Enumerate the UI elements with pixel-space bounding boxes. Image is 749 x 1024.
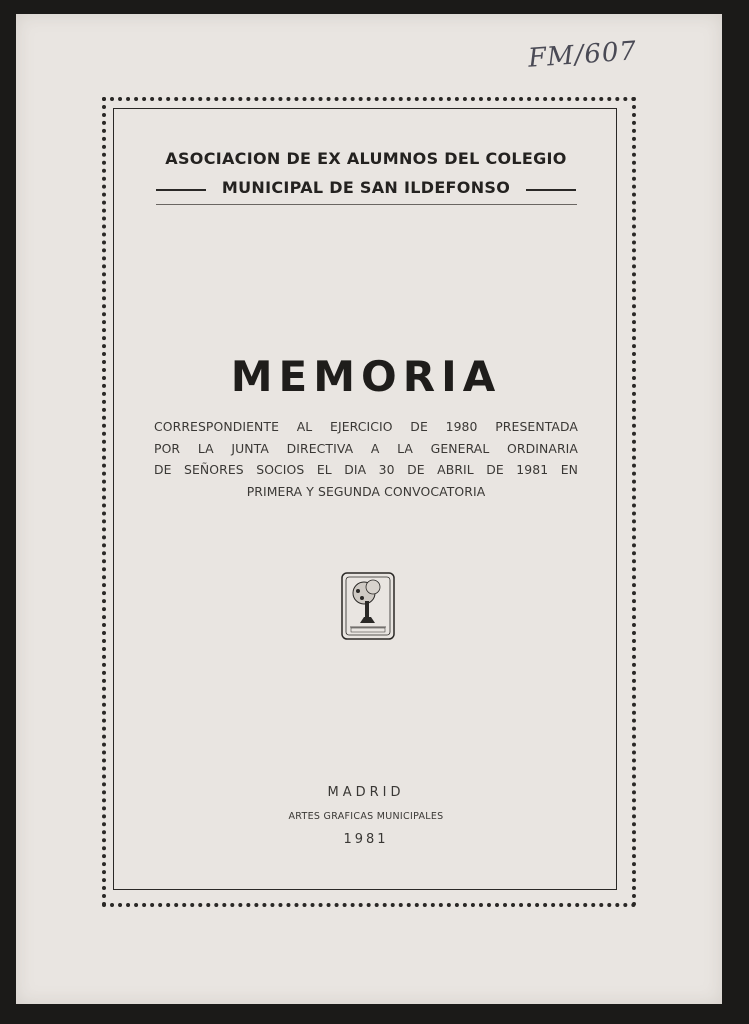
document-page — [16, 14, 722, 1004]
publication-year: 1981 — [343, 832, 389, 847]
document-title: MEMORIA — [230, 352, 502, 401]
document-subtitle — [154, 416, 578, 502]
printer-name: ARTES GRAFICAS MUNICIPALES — [288, 811, 444, 822]
archive-mark: FM/607 — [527, 36, 638, 74]
school-emblem-icon — [340, 571, 396, 641]
association-name-line2-wrap — [154, 178, 578, 197]
association-name-line2: MUNICIPAL DE SAN ILDEFONSO — [221, 178, 511, 197]
subtitle-line: POR LA JUNTA DIRECTIVA A LA GENERAL ORDINARIA — [154, 440, 578, 456]
subtitle-line: DE SEÑORES SOCIOS EL DIA 30 DE ABRIL DE 1981 EN — [154, 462, 578, 477]
right-rule — [526, 189, 576, 191]
left-rule — [156, 189, 206, 191]
subtitle-line: CORRESPONDIENTE AL EJERCICIO DE 1980 PRESENTADA — [154, 419, 578, 434]
subtitle-line: PRIMERA Y SEGUNDA CONVOCATORIA — [246, 483, 486, 499]
header-divider — [156, 204, 577, 205]
association-name-line1: ASOCIACION DE EX ALUMNOS DEL COLEGIO — [165, 149, 567, 168]
publication-city: MADRID — [327, 785, 405, 800]
